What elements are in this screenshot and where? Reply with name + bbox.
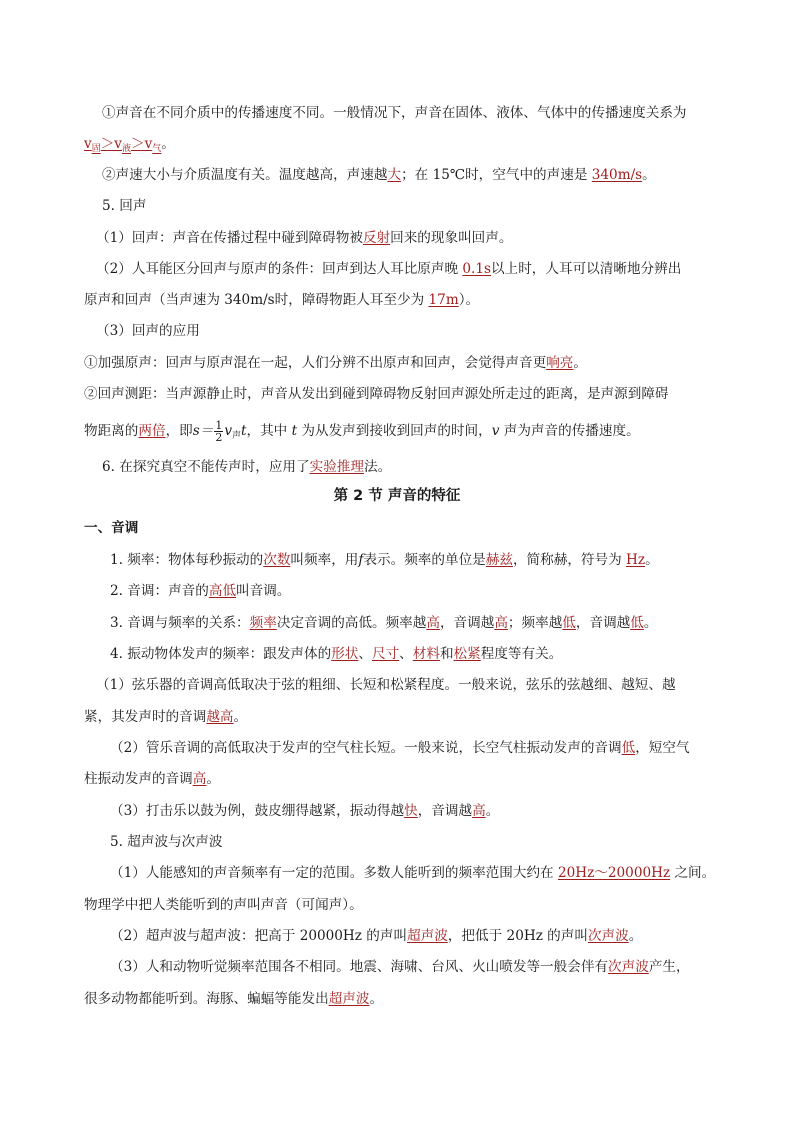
body-text: 。	[161, 136, 175, 152]
body-text: ，把低于 20Hz 的声叫	[447, 928, 588, 944]
body-text: ，即	[165, 423, 193, 439]
answer-text: 快	[404, 803, 418, 819]
body-text: （3）人和动物听觉频率范围各不相同。地震、海啸、台风、火山喷发等一般会伴有	[110, 959, 609, 975]
text-line	[96, 228, 512, 248]
body-text: 4. 振动物体发声的频率：跟发声体的	[110, 646, 332, 662]
body-text: 紧，其发声时的音调	[84, 709, 207, 725]
text-line	[110, 550, 659, 570]
body-text: 声为声音的传播速度。	[499, 423, 640, 439]
body-text: 6. 在探究真空不能传声时，应用了	[102, 459, 310, 475]
body-text: 以上时，人耳可以清晰地分辨出	[491, 261, 682, 277]
body-text: 、	[399, 646, 413, 662]
body-text: ②声速大小与介质温度有关。温度越高，声速越	[102, 167, 388, 183]
body-text: 表示。频率的单位是	[363, 552, 486, 568]
body-text: （1）人能感知的声音频率有一定的范围。多数人能听到的频率范围大约在	[110, 865, 558, 881]
answer-text: 0.1s	[462, 261, 492, 277]
answer-text: 气	[152, 144, 162, 154]
body-text: ；频率越	[507, 615, 563, 631]
section-title: 第 2 节 声音的特征	[333, 488, 461, 504]
body-text: ①声音在不同介质中的传播速度不同。一般情况下，声音在固体、液体、气体中的传播速度关系为	[102, 105, 687, 121]
text-line	[102, 457, 391, 477]
text-line	[96, 259, 681, 279]
text-line	[84, 518, 138, 538]
answer-text: 反射	[362, 230, 391, 246]
answer-text: 低	[562, 615, 576, 631]
answer-text: 次数	[263, 552, 291, 568]
answer-text: 340m/s	[591, 167, 643, 183]
fraction-denominator: 2	[215, 431, 223, 444]
answer-text: 次声波	[587, 928, 629, 944]
body-text: 柱振动发声的音调	[84, 771, 193, 787]
body-text: 1. 频率：物体每秒振动的	[110, 552, 264, 568]
body-text: 程度等有关。	[480, 646, 563, 662]
body-text: 法。	[363, 459, 392, 475]
text-line	[84, 769, 220, 789]
answer-text: 高	[494, 615, 508, 631]
answer-text: 高	[472, 803, 486, 819]
answer-text: 超声波	[328, 991, 370, 1007]
text-line	[84, 384, 669, 404]
body-text: 物理学中把人类能听到的声叫声音（可闻声）。	[84, 897, 363, 913]
body-text: 回来的现象叫回声。	[390, 230, 513, 246]
body-text: 。	[643, 615, 658, 631]
body-text: 为从发声到接收到回声的时间，	[297, 423, 492, 439]
answer-text: 高	[192, 771, 207, 787]
body-text: 之间。	[670, 865, 716, 881]
answer-text: 频率	[249, 615, 277, 631]
body-text: （2）超声波与超声波：把高于 20000Hz 的声叫	[110, 928, 408, 944]
answer-text: v	[84, 136, 92, 152]
subsection-heading: 一、音调	[84, 520, 139, 536]
answer-text: 两倍	[138, 423, 166, 439]
text-line	[102, 103, 687, 123]
text-line	[110, 613, 657, 633]
body-text: （1）弦乐器的音调高低取决于弦的粗细、长短和松紧程度。一般来说，弦乐的弦越细、越短、越	[96, 677, 676, 693]
answer-text: ＞v	[100, 136, 122, 152]
text-line	[110, 957, 690, 977]
body-text: 产生，	[648, 959, 690, 975]
answer-text: 松紧	[453, 646, 481, 662]
body-text: f	[358, 552, 364, 568]
body-text: 。	[628, 928, 643, 944]
answer-text: 20Hz～20000Hz	[557, 865, 671, 881]
body-text: 、	[358, 646, 372, 662]
answer-text: 材料	[412, 646, 440, 662]
body-text: 决定音调的高低。频率越	[276, 615, 427, 631]
body-text: t	[241, 423, 247, 439]
body-text: ，短空气	[635, 740, 690, 756]
answer-text: 尺寸	[371, 646, 400, 662]
body-text: ②回声测距：当声源静止时，声音从发出到碰到障碍物反射回声源处所走过的距离，是声源到障碍	[84, 386, 669, 402]
text-line	[102, 196, 146, 216]
answer-text: 实验推理	[309, 459, 364, 475]
answer-text: Hz	[626, 552, 646, 568]
text-line	[110, 738, 690, 758]
text-line	[84, 290, 479, 310]
answer-text: 大	[387, 167, 402, 183]
body-text: 。	[369, 991, 384, 1007]
body-text: t	[291, 423, 298, 439]
answer-text: 响亮	[546, 355, 574, 371]
answer-text: 固	[91, 144, 101, 154]
body-text: 。	[485, 803, 500, 819]
body-text: s＝	[192, 423, 214, 439]
body-text: ，音调越	[439, 615, 495, 631]
body-text: ①加强原声：回声与原声混在一起，人们分辨不出原声和回声，会觉得声音更	[84, 355, 547, 371]
fraction-numerator: 1	[215, 419, 223, 432]
answer-text: 17m	[428, 292, 459, 308]
answer-text: 越高	[206, 709, 234, 725]
body-text: 3. 音调与频率的关系：	[110, 615, 250, 631]
body-text: 。	[642, 167, 656, 183]
answer-text: 低	[630, 615, 644, 631]
text-line	[110, 801, 499, 821]
body-text: ）。	[458, 292, 480, 308]
answer-text: 低	[621, 740, 636, 756]
body-text: 声	[232, 431, 242, 441]
text-line	[110, 926, 642, 946]
text-line	[96, 321, 200, 341]
body-text: 叫音调。	[236, 583, 291, 599]
body-text: v	[224, 423, 233, 439]
body-text: ，音调越	[575, 615, 631, 631]
text-line	[110, 644, 562, 664]
text-line	[110, 832, 222, 852]
body-text: 很多动物都能听到。海豚、蝙蝠等能发出	[84, 991, 329, 1007]
body-text: （2）人耳能区分回声与原声的条件：回声到达人耳比原声晚	[96, 261, 463, 277]
body-text: （1）回声：声音在传播过程中碰到障碍物被	[96, 230, 363, 246]
body-text: ，简称赫，符号为	[512, 552, 627, 568]
body-text: 。	[645, 552, 659, 568]
body-text: 5. 超声波与次声波	[110, 834, 223, 850]
text-line	[96, 675, 676, 695]
text-line	[84, 989, 383, 1009]
text-line	[110, 581, 290, 601]
answer-text: 赫兹	[485, 552, 513, 568]
body-text: （3）打击乐以鼓为例，鼓皮绷得越紧，振动得越	[110, 803, 405, 819]
text-line	[84, 420, 640, 446]
body-text: 。	[573, 355, 587, 371]
fraction-one-half	[214, 420, 223, 443]
answer-text: 液	[121, 144, 131, 154]
body-text: 叫频率，用	[290, 552, 359, 568]
text-line	[84, 134, 175, 159]
answer-text: 超声波	[407, 928, 448, 944]
answer-text: 形状	[331, 646, 359, 662]
answer-text: 高低	[208, 583, 237, 599]
text-line	[110, 863, 715, 883]
body-text: v	[491, 423, 500, 439]
text-line	[84, 707, 247, 727]
body-text: 5. 回声	[102, 198, 147, 214]
body-text: 。	[233, 709, 248, 725]
body-text: 物距离的	[84, 423, 139, 439]
body-text: （2）管乐音调的高低取决于发声的空气柱长短。一般来说，长空气柱振动发声的音调	[110, 740, 622, 756]
body-text: 原声和回声（当声速为 340m/s时，障碍物距人耳至少为	[84, 292, 429, 308]
body-text: 和	[439, 646, 454, 662]
text-line	[84, 353, 587, 373]
body-text: 。	[206, 771, 220, 787]
body-text: （3）回声的应用	[96, 323, 200, 339]
answer-text: 高	[426, 615, 440, 631]
answer-text: ＞v	[131, 136, 153, 152]
body-text: ；在 15℃时，空气中的声速是	[401, 167, 592, 183]
body-text: ，音调越	[417, 803, 473, 819]
body-text: 2. 音调：声音的	[110, 583, 209, 599]
answer-text: 次声波	[608, 959, 649, 975]
body-text: ，其中	[246, 423, 292, 439]
text-line	[102, 165, 656, 185]
text-line	[84, 895, 363, 915]
